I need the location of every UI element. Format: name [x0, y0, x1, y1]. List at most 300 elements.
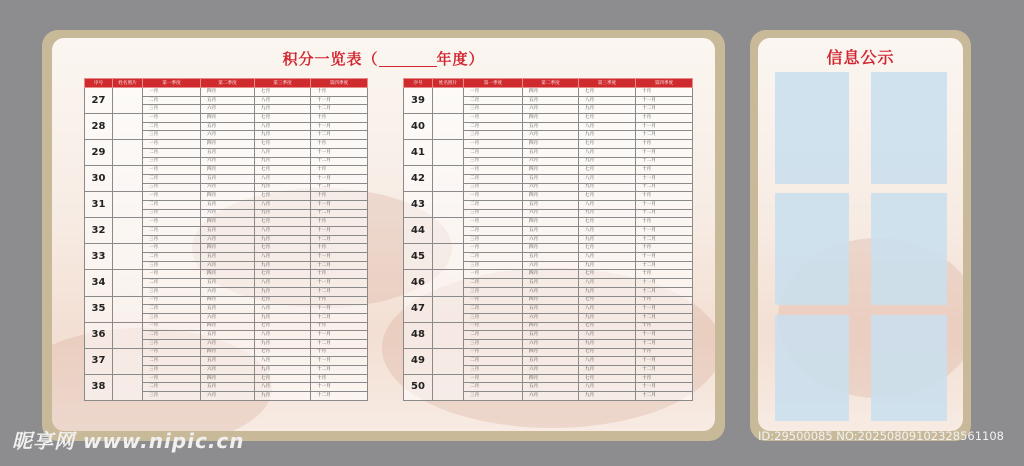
name-photo-cell[interactable]	[433, 140, 464, 166]
month-cell: 九月	[255, 157, 311, 166]
month-cell: 三月	[464, 105, 523, 114]
month-cell: 三月	[464, 339, 523, 348]
month-cell: 五月	[523, 227, 579, 236]
month-cell: 四月	[201, 374, 255, 383]
month-cell: 五月	[201, 357, 255, 366]
month-cell: 十一月	[311, 357, 368, 366]
month-cell: 五月	[523, 200, 579, 209]
table-row	[404, 88, 693, 97]
row-number: 36	[85, 322, 113, 348]
month-cell: 九月	[579, 183, 636, 192]
title-prefix: 积分一览表（	[282, 50, 379, 68]
month-cell: 十二月	[311, 313, 368, 322]
name-photo-cell[interactable]	[113, 88, 143, 114]
month-cell: 三月	[464, 287, 523, 296]
column-header: 第二季度	[201, 79, 255, 88]
month-cell: 十一月	[636, 148, 693, 157]
month-cell: 二月	[464, 148, 523, 157]
table-row	[85, 348, 368, 357]
table-row	[404, 374, 693, 383]
month-cell: 十二月	[636, 313, 693, 322]
month-cell: 一月	[464, 140, 523, 149]
table-row	[85, 374, 368, 383]
month-cell: 六月	[201, 287, 255, 296]
month-cell: 一月	[464, 374, 523, 383]
month-cell: 十二月	[311, 339, 368, 348]
month-cell: 四月	[201, 244, 255, 253]
month-cell: 九月	[255, 261, 311, 270]
month-cell: 七月	[579, 218, 636, 227]
month-cell: 二月	[464, 227, 523, 236]
month-cell: 二月	[464, 357, 523, 366]
month-cell: 三月	[464, 131, 523, 140]
month-cell: 十月	[636, 114, 693, 123]
table-row	[404, 296, 693, 305]
month-cell: 七月	[255, 270, 311, 279]
table-row	[404, 140, 693, 149]
month-cell: 三月	[143, 287, 201, 296]
month-cell: 七月	[579, 166, 636, 175]
month-cell: 十一月	[636, 227, 693, 236]
month-cell: 十月	[636, 374, 693, 383]
month-cell: 六月	[523, 183, 579, 192]
month-cell: 十二月	[311, 183, 368, 192]
month-cell: 三月	[143, 183, 201, 192]
score-table-left	[84, 78, 368, 401]
row-number: 43	[404, 192, 433, 218]
month-cell: 四月	[523, 322, 579, 331]
month-cell: 一月	[143, 374, 201, 383]
month-cell: 一月	[464, 114, 523, 123]
month-cell: 十二月	[311, 287, 368, 296]
name-photo-cell[interactable]	[433, 348, 464, 374]
month-cell: 一月	[143, 166, 201, 175]
month-cell: 四月	[523, 244, 579, 253]
month-cell: 四月	[201, 270, 255, 279]
month-cell: 十月	[636, 348, 693, 357]
month-cell: 十二月	[311, 392, 368, 401]
month-cell: 七月	[579, 270, 636, 279]
month-cell: 八月	[255, 331, 311, 340]
name-photo-cell[interactable]	[113, 244, 143, 270]
month-cell: 二月	[143, 96, 201, 105]
month-cell: 十月	[636, 166, 693, 175]
notice-panel	[775, 72, 849, 184]
month-cell: 二月	[143, 357, 201, 366]
month-cell: 二月	[464, 383, 523, 392]
month-cell: 六月	[523, 235, 579, 244]
row-number: 29	[85, 140, 113, 166]
month-cell: 九月	[255, 131, 311, 140]
month-cell: 十一月	[636, 305, 693, 314]
month-cell: 十一月	[311, 96, 368, 105]
column-header: 第三季度	[579, 79, 636, 88]
month-cell: 九月	[579, 392, 636, 401]
year-blank	[379, 52, 437, 67]
month-cell: 四月	[523, 374, 579, 383]
month-cell: 八月	[579, 200, 636, 209]
watermark-id: ID:29500085 NO:20250809102328561108	[758, 429, 1004, 443]
name-photo-cell[interactable]	[433, 218, 464, 244]
month-cell: 二月	[143, 305, 201, 314]
month-cell: 七月	[579, 88, 636, 97]
name-photo-cell[interactable]	[113, 166, 143, 192]
month-cell: 五月	[523, 148, 579, 157]
month-cell: 十一月	[636, 174, 693, 183]
month-cell: 六月	[523, 105, 579, 114]
month-cell: 二月	[464, 122, 523, 131]
month-cell: 四月	[201, 218, 255, 227]
month-cell: 六月	[201, 131, 255, 140]
month-cell: 四月	[523, 140, 579, 149]
month-cell: 十一月	[311, 305, 368, 314]
month-cell: 七月	[255, 192, 311, 201]
table-row	[85, 192, 368, 201]
month-cell: 七月	[255, 374, 311, 383]
table-row	[404, 166, 693, 175]
row-number: 50	[404, 374, 433, 400]
month-cell: 九月	[579, 235, 636, 244]
table-row	[85, 88, 368, 97]
month-cell: 六月	[201, 339, 255, 348]
month-cell: 四月	[523, 192, 579, 201]
row-number: 49	[404, 348, 433, 374]
month-cell: 五月	[523, 305, 579, 314]
name-photo-cell[interactable]	[113, 140, 143, 166]
month-cell: 十二月	[636, 105, 693, 114]
month-cell: 十月	[311, 322, 368, 331]
table-row	[85, 140, 368, 149]
month-cell: 十月	[636, 218, 693, 227]
notice-panel	[775, 193, 849, 305]
name-photo-cell[interactable]	[113, 192, 143, 218]
month-cell: 十月	[311, 166, 368, 175]
month-cell: 十二月	[636, 157, 693, 166]
table-row	[85, 166, 368, 175]
month-cell: 四月	[523, 218, 579, 227]
month-cell: 四月	[523, 166, 579, 175]
notice-panel	[871, 72, 947, 184]
month-cell: 八月	[255, 305, 311, 314]
row-number: 47	[404, 296, 433, 322]
month-cell: 三月	[143, 339, 201, 348]
month-cell: 二月	[143, 331, 201, 340]
name-photo-cell[interactable]	[433, 166, 464, 192]
month-cell: 三月	[464, 235, 523, 244]
month-cell: 三月	[464, 392, 523, 401]
month-cell: 十二月	[636, 209, 693, 218]
month-cell: 八月	[579, 279, 636, 288]
row-number: 30	[85, 166, 113, 192]
month-cell: 十二月	[636, 366, 693, 375]
month-cell: 三月	[143, 366, 201, 375]
name-photo-cell[interactable]	[433, 322, 464, 348]
month-cell: 六月	[201, 313, 255, 322]
table-row	[85, 244, 368, 253]
table-row	[85, 296, 368, 305]
name-photo-cell[interactable]	[113, 374, 143, 400]
table-row	[404, 192, 693, 201]
month-cell: 九月	[579, 366, 636, 375]
month-cell: 三月	[464, 261, 523, 270]
row-number: 37	[85, 348, 113, 374]
month-cell: 三月	[143, 131, 201, 140]
name-photo-cell[interactable]	[433, 88, 464, 114]
month-cell: 九月	[579, 313, 636, 322]
row-number: 46	[404, 270, 433, 296]
name-photo-cell[interactable]	[433, 244, 464, 270]
month-cell: 九月	[579, 105, 636, 114]
name-photo-cell[interactable]	[113, 296, 143, 322]
row-number: 32	[85, 218, 113, 244]
month-cell: 九月	[579, 157, 636, 166]
notice-panel	[871, 193, 947, 305]
month-cell: 十一月	[311, 331, 368, 340]
table-row	[85, 270, 368, 279]
month-cell: 三月	[143, 261, 201, 270]
column-header: 第一季度	[464, 79, 523, 88]
month-cell: 六月	[201, 105, 255, 114]
month-cell: 六月	[523, 313, 579, 322]
name-photo-cell[interactable]	[433, 192, 464, 218]
month-cell: 十月	[311, 348, 368, 357]
month-cell: 十一月	[311, 148, 368, 157]
month-cell: 六月	[201, 209, 255, 218]
month-cell: 十二月	[636, 183, 693, 192]
month-cell: 十月	[311, 192, 368, 201]
month-cell: 十月	[311, 218, 368, 227]
row-number: 35	[85, 296, 113, 322]
column-header: 序号	[404, 79, 433, 88]
month-cell: 七月	[579, 192, 636, 201]
month-cell: 十月	[636, 270, 693, 279]
month-cell: 十二月	[311, 209, 368, 218]
month-cell: 十二月	[311, 235, 368, 244]
month-cell: 二月	[143, 174, 201, 183]
month-cell: 八月	[579, 253, 636, 262]
month-cell: 六月	[523, 287, 579, 296]
month-cell: 二月	[464, 174, 523, 183]
month-cell: 九月	[255, 366, 311, 375]
name-photo-cell[interactable]	[113, 114, 143, 140]
row-number: 45	[404, 244, 433, 270]
month-cell: 一月	[464, 166, 523, 175]
month-cell: 十月	[636, 296, 693, 305]
month-cell: 三月	[143, 157, 201, 166]
month-cell: 五月	[201, 200, 255, 209]
month-cell: 六月	[523, 392, 579, 401]
month-cell: 三月	[464, 366, 523, 375]
month-cell: 一月	[464, 296, 523, 305]
name-photo-cell[interactable]	[433, 114, 464, 140]
month-cell: 九月	[255, 313, 311, 322]
month-cell: 九月	[255, 392, 311, 401]
month-cell: 七月	[255, 88, 311, 97]
month-cell: 九月	[579, 287, 636, 296]
month-cell: 十二月	[636, 261, 693, 270]
table-row	[404, 218, 693, 227]
month-cell: 一月	[143, 244, 201, 253]
month-cell: 九月	[255, 235, 311, 244]
notice-panel	[775, 315, 849, 421]
month-cell: 七月	[579, 348, 636, 357]
month-cell: 八月	[255, 174, 311, 183]
month-cell: 四月	[523, 348, 579, 357]
month-cell: 十二月	[636, 287, 693, 296]
month-cell: 五月	[523, 331, 579, 340]
month-cell: 十二月	[636, 339, 693, 348]
month-cell: 六月	[523, 366, 579, 375]
month-cell: 一月	[464, 88, 523, 97]
name-photo-cell[interactable]	[113, 348, 143, 374]
table-row	[404, 270, 693, 279]
month-cell: 四月	[201, 322, 255, 331]
notice-panel	[871, 315, 947, 421]
table-row	[85, 218, 368, 227]
column-header: 第二季度	[523, 79, 579, 88]
table-row	[404, 114, 693, 123]
month-cell: 七月	[255, 348, 311, 357]
month-cell: 六月	[201, 235, 255, 244]
month-cell: 八月	[255, 148, 311, 157]
month-cell: 十一月	[636, 279, 693, 288]
month-cell: 六月	[201, 392, 255, 401]
month-cell: 三月	[464, 313, 523, 322]
month-cell: 十月	[311, 140, 368, 149]
title-suffix: 年度）	[436, 50, 485, 68]
month-cell: 五月	[201, 383, 255, 392]
month-cell: 一月	[143, 296, 201, 305]
month-cell: 十月	[311, 374, 368, 383]
month-cell: 十二月	[311, 157, 368, 166]
month-cell: 二月	[143, 383, 201, 392]
month-cell: 五月	[523, 122, 579, 131]
month-cell: 五月	[523, 383, 579, 392]
month-cell: 十二月	[311, 366, 368, 375]
month-cell: 四月	[523, 114, 579, 123]
month-cell: 九月	[579, 131, 636, 140]
month-cell: 三月	[143, 313, 201, 322]
month-cell: 六月	[523, 261, 579, 270]
month-cell: 三月	[143, 235, 201, 244]
column-header: 第一季度	[143, 79, 201, 88]
month-cell: 五月	[201, 279, 255, 288]
month-cell: 七月	[255, 296, 311, 305]
month-cell: 一月	[464, 322, 523, 331]
month-cell: 十二月	[636, 131, 693, 140]
table-row	[404, 244, 693, 253]
month-cell: 七月	[255, 322, 311, 331]
month-cell: 八月	[579, 174, 636, 183]
month-cell: 十月	[636, 192, 693, 201]
month-cell: 十月	[636, 140, 693, 149]
column-header: 姓名照片	[113, 79, 143, 88]
month-cell: 八月	[579, 148, 636, 157]
month-cell: 十二月	[311, 131, 368, 140]
month-cell: 七月	[579, 244, 636, 253]
month-cell: 一月	[143, 348, 201, 357]
month-cell: 四月	[201, 88, 255, 97]
name-photo-cell[interactable]	[433, 374, 464, 400]
month-cell: 十一月	[311, 174, 368, 183]
month-cell: 二月	[143, 122, 201, 131]
month-cell: 一月	[143, 140, 201, 149]
month-cell: 一月	[143, 218, 201, 227]
month-cell: 二月	[464, 253, 523, 262]
month-cell: 六月	[201, 261, 255, 270]
month-cell: 九月	[579, 261, 636, 270]
month-cell: 八月	[579, 122, 636, 131]
month-cell: 五月	[201, 96, 255, 105]
column-header: 第四季度	[636, 79, 693, 88]
month-cell: 一月	[143, 322, 201, 331]
month-cell: 一月	[143, 114, 201, 123]
month-cell: 十月	[636, 322, 693, 331]
month-cell: 八月	[255, 122, 311, 131]
month-cell: 五月	[523, 357, 579, 366]
month-cell: 二月	[464, 200, 523, 209]
month-cell: 四月	[523, 296, 579, 305]
row-number: 34	[85, 270, 113, 296]
month-cell: 十一月	[311, 122, 368, 131]
month-cell: 七月	[255, 244, 311, 253]
table-row	[85, 322, 368, 331]
month-cell: 八月	[255, 96, 311, 105]
month-cell: 九月	[255, 105, 311, 114]
month-cell: 九月	[255, 339, 311, 348]
month-cell: 四月	[201, 140, 255, 149]
month-cell: 二月	[464, 279, 523, 288]
month-cell: 八月	[579, 331, 636, 340]
column-header: 序号	[85, 79, 113, 88]
table-row	[404, 348, 693, 357]
name-photo-cell[interactable]	[113, 322, 143, 348]
month-cell: 三月	[143, 105, 201, 114]
month-cell: 十一月	[636, 331, 693, 340]
month-cell: 八月	[579, 96, 636, 105]
month-cell: 十月	[636, 88, 693, 97]
month-cell: 一月	[464, 192, 523, 201]
month-cell: 三月	[143, 209, 201, 218]
month-cell: 七月	[579, 374, 636, 383]
month-cell: 六月	[201, 157, 255, 166]
name-photo-cell[interactable]	[433, 296, 464, 322]
month-cell: 八月	[255, 357, 311, 366]
month-cell: 五月	[523, 174, 579, 183]
month-cell: 四月	[201, 348, 255, 357]
month-cell: 十月	[311, 244, 368, 253]
month-cell: 十二月	[311, 261, 368, 270]
row-number: 48	[404, 322, 433, 348]
month-cell: 六月	[523, 339, 579, 348]
month-cell: 一月	[143, 270, 201, 279]
month-cell: 十月	[636, 244, 693, 253]
month-cell: 六月	[523, 157, 579, 166]
month-cell: 九月	[255, 209, 311, 218]
name-photo-cell[interactable]	[113, 218, 143, 244]
row-number: 44	[404, 218, 433, 244]
month-cell: 三月	[464, 209, 523, 218]
month-cell: 四月	[201, 114, 255, 123]
row-number: 28	[85, 114, 113, 140]
month-cell: 十一月	[636, 357, 693, 366]
month-cell: 八月	[579, 383, 636, 392]
name-photo-cell[interactable]	[433, 270, 464, 296]
name-photo-cell[interactable]	[113, 270, 143, 296]
month-cell: 四月	[523, 270, 579, 279]
month-cell: 十一月	[311, 279, 368, 288]
month-cell: 七月	[255, 114, 311, 123]
